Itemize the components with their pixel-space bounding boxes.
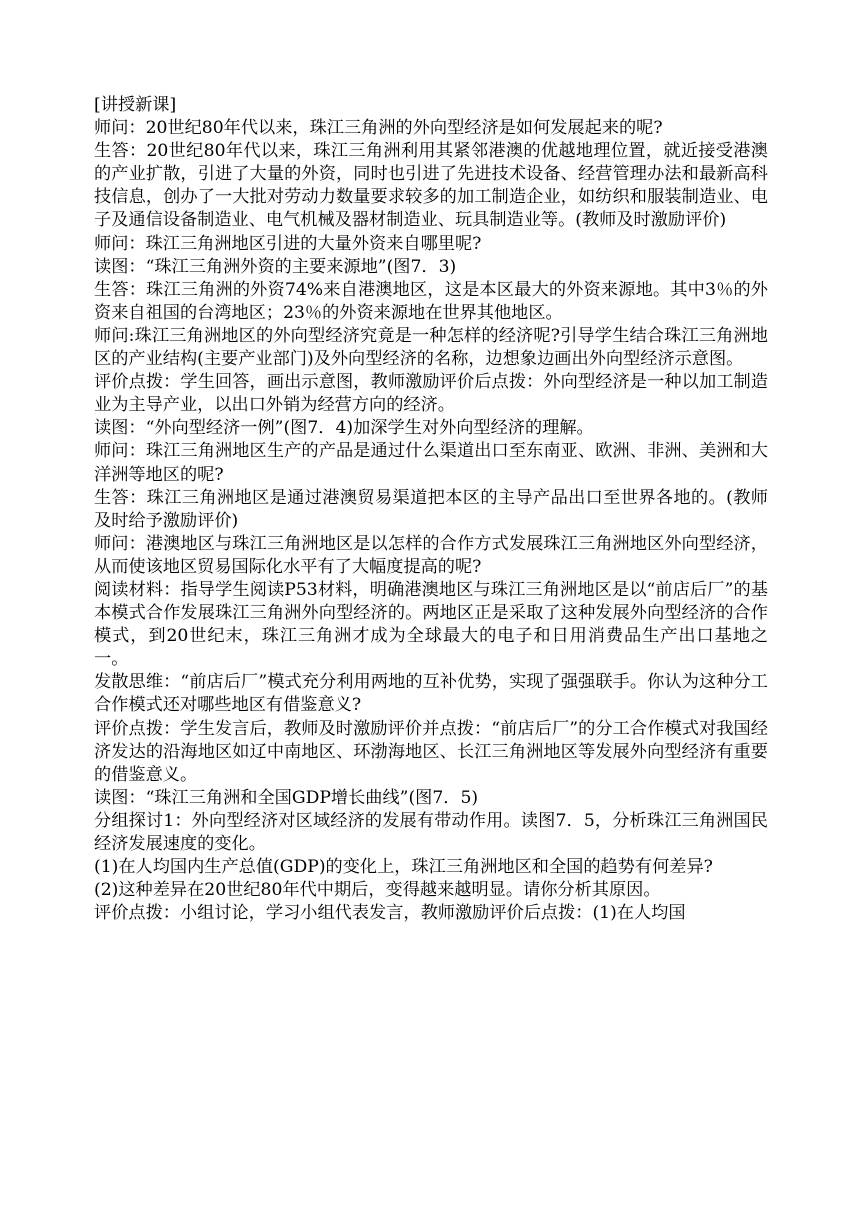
paragraph-question-1: (1)在人均国内生产总值(GDP)的变化上，珠江三角洲地区和全国的趋势有何差异? — [94, 857, 713, 878]
paragraph-student-answer-3: 生答：珠江三角洲地区是通过港澳贸易渠道把本区的主导产品出口至世界各地的。(教师及时给予激励评价) — [94, 487, 768, 531]
paragraph-read-figure-7-5: 读图：“珠江三角洲和全国GDP增长曲线”(图7．5) — [94, 787, 479, 808]
paragraph-read-figure-7-3: 读图：“珠江三角洲外资的主要来源地”(图7．3) — [94, 256, 457, 277]
paragraph-reading-material: 阅读材料：指导学生阅读P53材料，明确港澳地区与珠江三角洲地区是以“前店后厂”的基本模式合作发展珠江三角洲外向型经济的。两地区正是采取了这种发展外向型经济的合作模式，到20世纪末，珠江三角洲才成为全球最大的电子和日用消费品生产出口基地之一。 — [94, 579, 768, 670]
paragraph-evaluation-1: 评价点拨：学生回答，画出示意图，教师激励评价后点拨：外向型经济是一种以加工制造业为主导产业，以出口外销为经营方向的经济。 — [94, 372, 768, 416]
paragraph-evaluation-3: 评价点拨：小组讨论，学习小组代表发言，教师激励评价后点拨：(1)在人均国 — [94, 903, 686, 924]
paragraph-read-figure-7-4: 读图：“外向型经济一例”(图7．4)加深学生对外向型经济的理解。 — [94, 418, 594, 439]
paragraph-group-discussion-1: 分组探讨1：外向型经济对区域经济的发展有带动作用。读图7．5，分析珠江三角洲国民经济发展速度的变化。 — [94, 810, 768, 854]
paragraph-student-answer-1: 生答：20世纪80年代以来，珠江三角洲利用其紧邻港澳的优越地理位置，就近接受港澳的产业扩散，引进了大量的外资，同时也引进了先进技术设备、经营管理办法和最新高科技信息，创办了一大批对劳动力数量要求较多的加工制造企业，如纺织和服装制造业、电子及通信设备制造业、电气机械及器材制造业、玩具制造业等。(教师及时激励评价) — [94, 141, 768, 231]
paragraph-evaluation-2: 评价点拨：学生发言后，教师及时激励评价并点拨：“前店后厂”的分工合作模式对我国经济发达的沿海地区如辽中南地区、环渤海地区、长江三角洲地区等发展外向型经济有重要的借鉴意义。 — [94, 718, 768, 785]
section-heading: [讲授新课] — [94, 95, 177, 115]
document-page — [94, 94, 768, 925]
paragraph-divergent-thinking: 发散思维：“前店后厂”模式充分利用两地的互补优势，实现了强强联手。你认为这种分工合作模式还对哪些地区有借鉴意义? — [94, 672, 768, 716]
paragraph-question-2: (2)这种差异在20世纪80年代中期后，变得越来越明显。请你分析其原因。 — [94, 880, 661, 901]
paragraph-teacher-question-2: 师问：珠江三角洲地区引进的大量外资来自哪里呢? — [94, 233, 482, 254]
paragraph-student-answer-2: 生答：珠江三角洲的外资74%来自港澳地区，这是本区最大的外资来源地。其中3％的外资来自祖国的台湾地区；23％的外资来源地在世界其他地区。 — [94, 279, 768, 323]
paragraph-teacher-question-4: 师问：珠江三角洲地区生产的产品是通过什么渠道出口至东南亚、欧洲、非洲、美洲和大洋洲等地区的呢? — [94, 441, 768, 485]
paragraph-teacher-question-5: 师问：港澳地区与珠江三角洲地区是以怎样的合作方式发展珠江三角洲地区外向型经济，从而使该地区贸易国际化水平有了大幅度提高的呢? — [94, 533, 768, 577]
paragraph-teacher-question-3: 师问:珠江三角洲地区的外向型经济究竟是一种怎样的经济呢?引导学生结合珠江三角洲地区的产业结构(主要产业部门)及外向型经济的名称，边想象边画出外向型经济示意图。 — [94, 325, 768, 370]
paragraph-teacher-question-1: 师问：20世纪80年代以来，珠江三角洲的外向型经济是如何发展起来的呢? — [94, 118, 663, 139]
